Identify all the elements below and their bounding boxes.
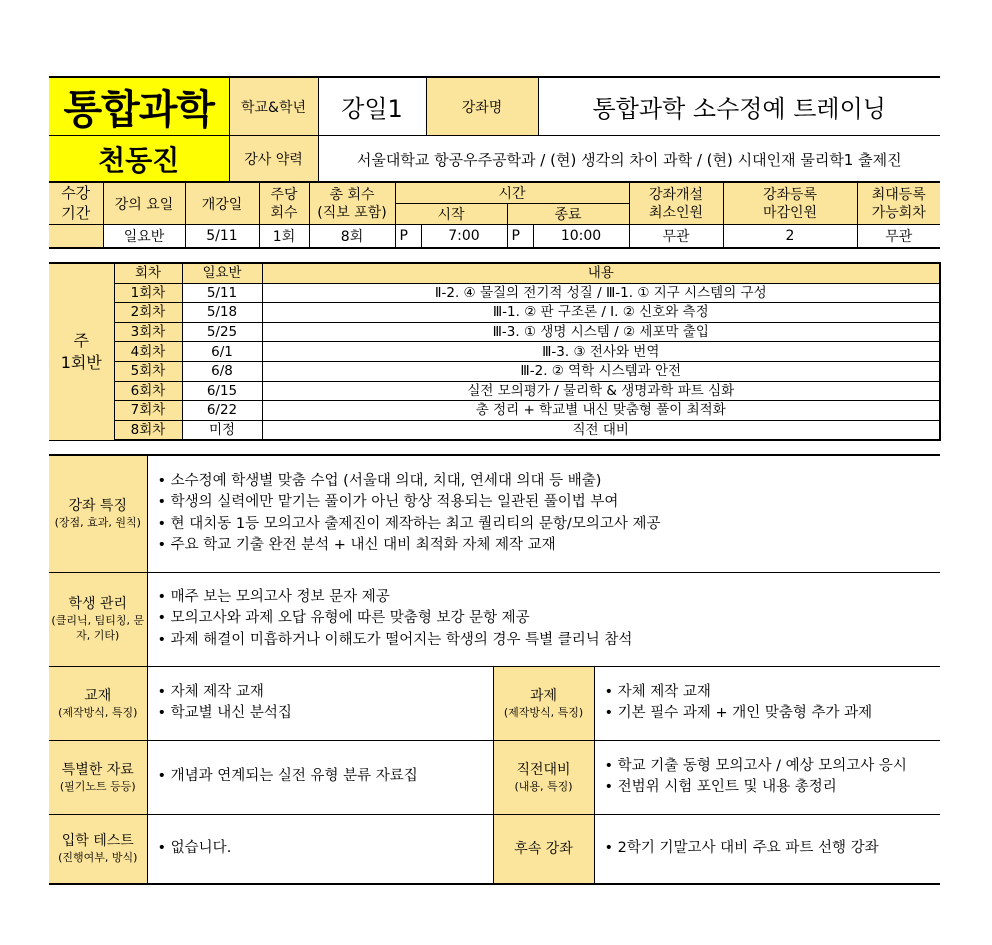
special-label: 특별한 자료 (필기노트 등등) [49, 740, 147, 814]
list-item: • 현 대치동 1등 모의고사 출제진이 제작하는 최고 퀄리티의 문항/모의고사 제공 [157, 515, 661, 532]
table-row [49, 342, 940, 362]
end-header: 종료 [507, 204, 629, 225]
textbook-label: 교재 (제작방식, 특징) [49, 666, 147, 740]
career-label: 강사 약력 [229, 136, 318, 184]
date-cell: 5/25 [182, 322, 262, 342]
content-cell: 직전 대비 [262, 420, 940, 440]
session-cell: 5회차 [114, 361, 182, 381]
mgmt-label: 학생 관리 (클리닉, 팀티칭, 문자, 기타) [49, 572, 147, 666]
weekly-plan-table [49, 262, 941, 441]
session-cell: 2회차 [114, 303, 182, 323]
content-cell: Ⅲ-3. ① 생명 시스템 / ② 세포막 출입 [262, 322, 940, 342]
table-row [49, 361, 940, 381]
start-date-value: 5/11 [185, 225, 259, 249]
list-item: • 기본 필수 과제 + 개인 맞춤형 추가 과제 [604, 705, 873, 721]
total-count-header: 총 회수 (직보 포함) [309, 182, 395, 225]
follow-label: 후속 강좌 [493, 814, 594, 884]
feature-label: 강좌 특징 (장점, 효과, 원칙) [49, 455, 147, 572]
period-label: 수강 기간 [49, 182, 103, 225]
begin-time: 7:00 [421, 225, 507, 249]
content-cell: Ⅲ-2. ② 역학 시스템과 안전 [262, 361, 940, 381]
entry-list [147, 814, 493, 884]
course-label: 강좌명 [426, 77, 538, 136]
total-count-value: 8회 [309, 225, 395, 249]
school-label: 학교&학년 [229, 77, 318, 136]
follow-list [594, 814, 940, 884]
list-item: • 과제 해결이 미흡하거나 이해도가 떨어지는 학생의 경우 특별 클리닉 참석 [157, 631, 633, 648]
weekly-side-label: 주 1회반 [49, 263, 114, 440]
list-item: • 없습니다. [157, 840, 232, 856]
course-details-table [49, 454, 940, 885]
date-cell: 6/8 [182, 361, 262, 381]
session-cell: 4회차 [114, 342, 182, 362]
session-cell: 8회차 [114, 420, 182, 440]
list-item: • 학교 기출 동형 모의고사 / 예상 모의고사 응시 [604, 757, 907, 774]
list-item: • 2학기 기말고사 대비 주요 파트 선행 강좌 [604, 840, 879, 856]
content-cell: 총 정리 + 학교별 내신 맞춤형 풀이 최적화 [262, 401, 940, 421]
course-name: 통합과학 소수정예 트레이닝 [538, 77, 940, 136]
date-cell: 5/18 [182, 303, 262, 323]
feature-list [147, 455, 940, 572]
homework-list [594, 666, 940, 740]
content-cell: Ⅱ-2. ④ 물질의 전기적 성질 / Ⅲ-1. ① 지구 시스템의 구성 [262, 283, 940, 303]
min-people-header: 강좌개설 최소인원 [629, 182, 723, 225]
date-cell: 5/11 [182, 283, 262, 303]
begin-header: 시작 [395, 204, 507, 225]
max-session-value: 무관 [857, 225, 940, 249]
table-row [49, 381, 940, 401]
end-time: 10:00 [533, 225, 629, 249]
table-row [49, 420, 940, 440]
session-cell: 1회차 [114, 283, 182, 303]
weekly-day-header: 일요반 [182, 263, 262, 283]
close-people-value: 2 [723, 225, 857, 249]
entry-label: 입학 테스트 (진행여부, 방식) [49, 814, 147, 884]
list-item: • 자체 제작 교재 [604, 683, 711, 700]
close-people-header: 강좌등록 마감인원 [723, 182, 857, 225]
content-cell: Ⅲ-3. ③ 전사와 번역 [262, 342, 940, 362]
teacher-career: 서울대학교 항공우주공학과 / (현) 생각의 차이 과학 / (현) 시대인재 물리학1 출제진 [318, 136, 940, 184]
table-row [49, 322, 940, 342]
school-value: 강일1 [318, 77, 426, 136]
weekly-count-value: 1회 [259, 225, 309, 249]
end-ampm: P [507, 225, 533, 249]
session-cell: 3회차 [114, 322, 182, 342]
teacher-name: 천동진 [49, 136, 229, 184]
start-date-header: 개강일 [185, 182, 259, 225]
subject-title: 통합과학 [49, 77, 229, 136]
table-row [49, 283, 940, 303]
weekly-count-header: 주당 회수 [259, 182, 309, 225]
textbook-list [147, 666, 493, 740]
date-cell: 6/15 [182, 381, 262, 401]
content-header: 내용 [262, 263, 940, 283]
header-table [49, 76, 940, 185]
final-list [594, 740, 940, 814]
list-item: • 소수정예 학생별 맞춤 수업 (서울대 의대, 치대, 연세대 의대 등 배출) [157, 472, 602, 489]
time-header: 시간 [395, 182, 629, 204]
special-list [147, 740, 493, 814]
list-item: • 전범위 시험 포인트 및 내용 총정리 [604, 779, 837, 795]
list-item: • 매주 보는 모의고사 정보 문자 제공 [157, 588, 390, 605]
list-item: • 주요 학교 기출 완전 분석 + 내신 대비 최적화 자체 제작 교재 [157, 537, 556, 554]
day-header: 강의 요일 [103, 182, 185, 225]
schedule-table [49, 181, 940, 249]
session-cell: 6회차 [114, 381, 182, 401]
date-cell: 6/1 [182, 342, 262, 362]
date-cell: 미정 [182, 420, 262, 440]
min-people-value: 무관 [629, 225, 723, 249]
content-cell: 실전 모의평가 / 물리학 & 생명과학 파트 심화 [262, 381, 940, 401]
homework-label: 과제 (제작방식, 특징) [493, 666, 594, 740]
list-item: • 개념과 연계되는 실전 유형 분류 자료집 [157, 768, 418, 785]
begin-ampm: P [395, 225, 421, 249]
list-item: • 학교별 내신 분석집 [157, 705, 292, 721]
period-label-cont [49, 225, 103, 249]
session-header: 회차 [114, 263, 182, 283]
table-row [49, 303, 940, 323]
table-row [49, 401, 940, 421]
session-cell: 7회차 [114, 401, 182, 421]
date-cell: 6/22 [182, 401, 262, 421]
day-value: 일요반 [103, 225, 185, 249]
list-item: • 모의고사와 과제 오답 유형에 따른 맞춤형 보강 문항 제공 [157, 610, 530, 627]
list-item: • 자체 제작 교재 [157, 683, 264, 700]
mgmt-list [147, 572, 940, 666]
list-item: • 학생의 실력에만 맡기는 풀이가 아닌 항상 적용되는 일관된 풀이법 부여 [157, 494, 619, 511]
max-session-header: 최대등록 가능회차 [857, 182, 940, 225]
content-cell: Ⅲ-1. ② 판 구조론 / Ⅰ. ② 신호와 측정 [262, 303, 940, 323]
final-label: 직전대비 (내용, 특징) [493, 740, 594, 814]
